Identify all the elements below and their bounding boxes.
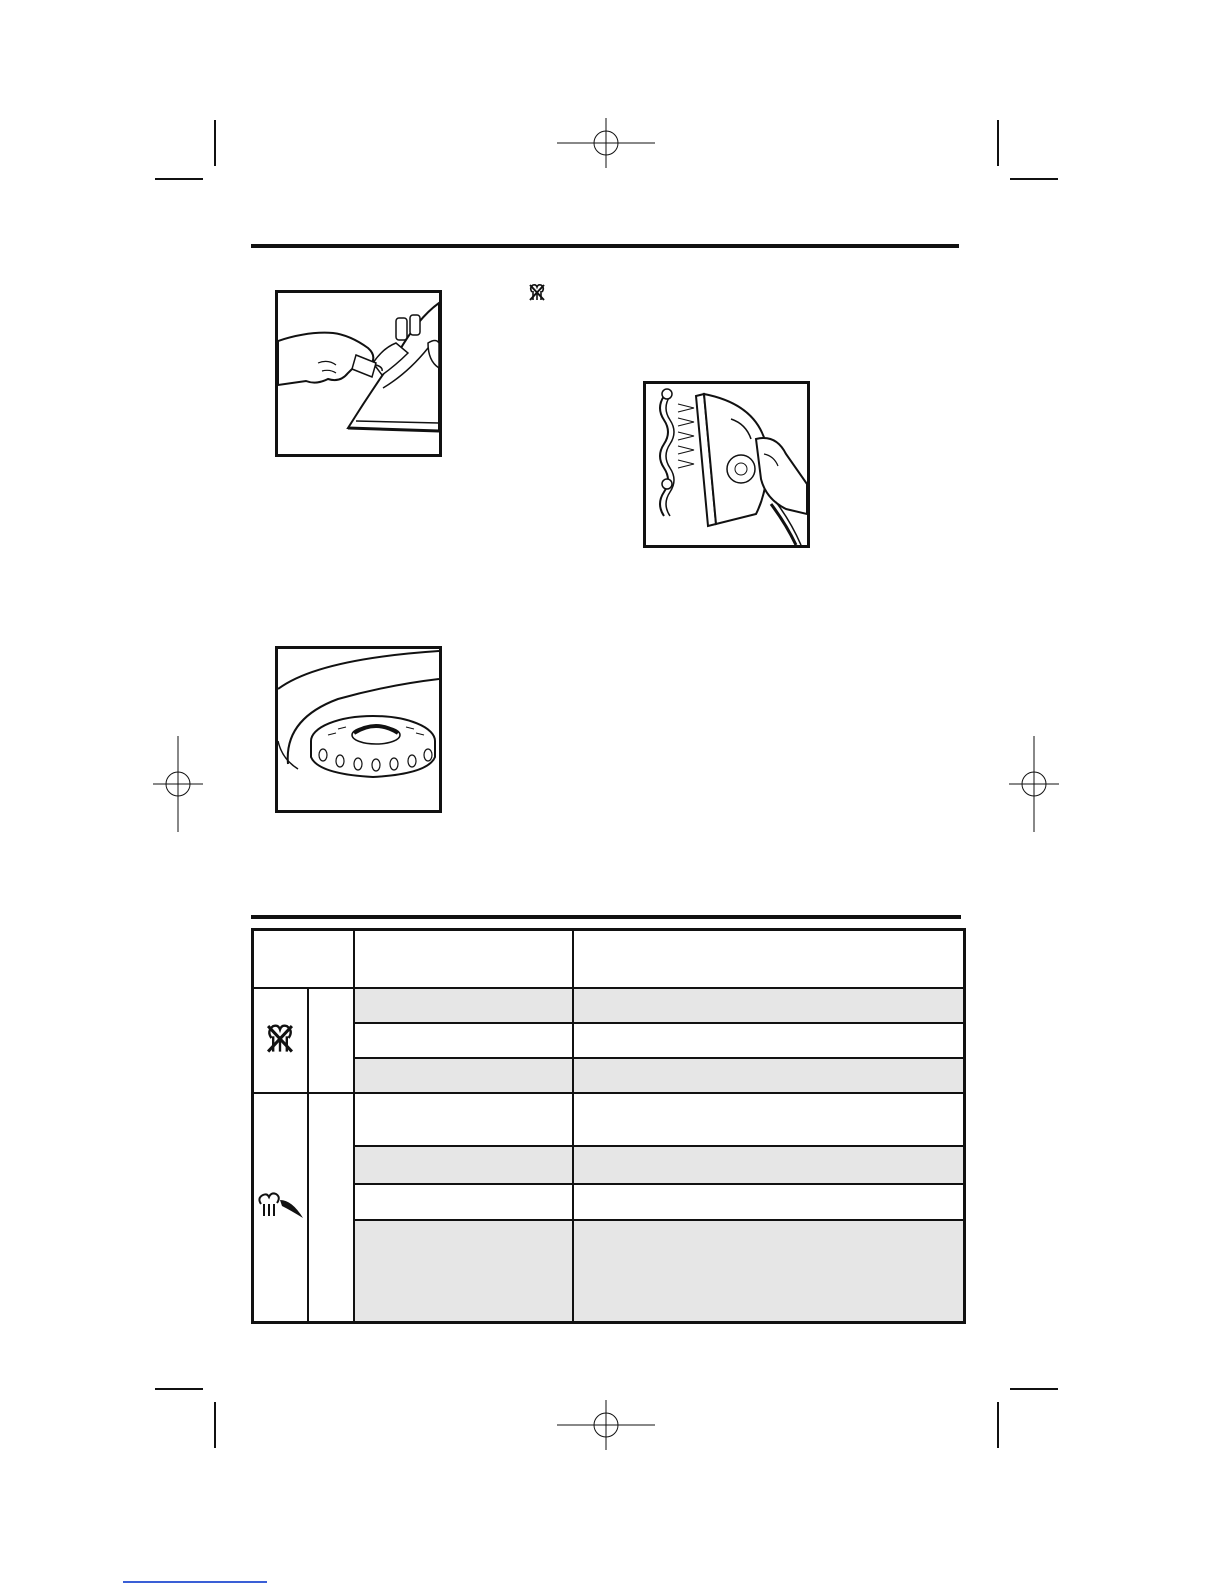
hand-filling-iron-icon bbox=[278, 293, 439, 454]
table-row bbox=[253, 1146, 965, 1184]
table-header-row bbox=[253, 930, 965, 988]
steam-icon bbox=[256, 1190, 304, 1220]
table-symbol-cell bbox=[253, 988, 308, 1093]
registration-mark-right bbox=[1009, 736, 1059, 832]
no-steam-icon bbox=[527, 282, 547, 302]
table-header-cell bbox=[573, 930, 965, 988]
table-cell bbox=[354, 1093, 573, 1146]
figure-fill-water bbox=[275, 290, 442, 457]
settings-table bbox=[251, 928, 966, 1324]
table-dot-cell bbox=[308, 988, 354, 1093]
table-row bbox=[253, 1058, 965, 1092]
vertical-steam-iron-icon bbox=[646, 384, 807, 545]
table-cell bbox=[573, 1023, 965, 1058]
table-cell bbox=[573, 1058, 965, 1092]
table-row bbox=[253, 1093, 965, 1146]
table-cell bbox=[354, 1184, 573, 1219]
figure-temperature-dial bbox=[275, 646, 442, 813]
section-rule-top bbox=[251, 244, 959, 248]
table-cell bbox=[573, 1093, 965, 1146]
table-row bbox=[253, 988, 965, 1023]
table-header-cell bbox=[354, 930, 573, 988]
table-row bbox=[253, 1220, 965, 1323]
temperature-dial-icon bbox=[278, 649, 439, 810]
no-steam-icon bbox=[263, 1021, 297, 1055]
registration-mark-left bbox=[153, 736, 203, 832]
section-rule-table bbox=[251, 915, 961, 919]
table-cell bbox=[573, 1146, 965, 1184]
registration-mark-top bbox=[557, 118, 655, 168]
table-symbol-cell bbox=[253, 1093, 308, 1323]
table-cell bbox=[573, 988, 965, 1023]
table-cell bbox=[354, 1058, 573, 1092]
table-cell bbox=[354, 1220, 573, 1323]
table-cell bbox=[573, 1220, 965, 1323]
table-cell bbox=[573, 1184, 965, 1219]
table-cell bbox=[354, 1023, 573, 1058]
table-cell bbox=[354, 988, 573, 1023]
table-cell bbox=[354, 1146, 573, 1184]
figure-steam-burst bbox=[643, 381, 810, 548]
table-row bbox=[253, 1023, 965, 1058]
table-header-cell bbox=[253, 930, 354, 988]
table-row bbox=[253, 1184, 965, 1219]
selection-underline bbox=[123, 1581, 267, 1583]
registration-mark-bottom bbox=[557, 1400, 655, 1450]
table-dot-cell bbox=[308, 1093, 354, 1323]
